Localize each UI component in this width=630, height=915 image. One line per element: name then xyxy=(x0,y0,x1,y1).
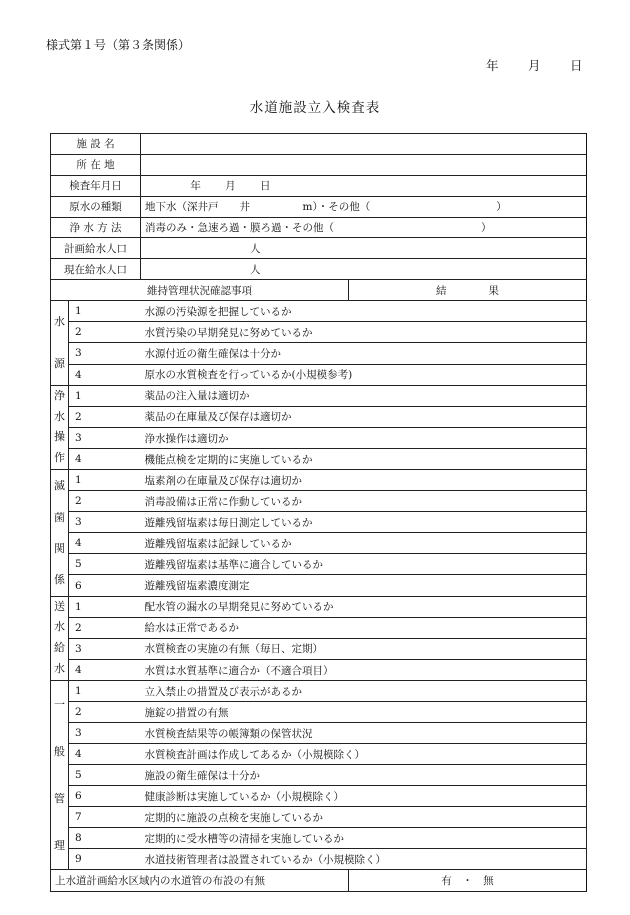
check-row xyxy=(51,322,587,343)
group-label-char: 管 xyxy=(54,792,65,806)
info-row xyxy=(51,134,587,155)
group-label xyxy=(51,681,69,870)
item-number: 2 xyxy=(69,491,141,512)
item-number: 4 xyxy=(69,744,141,765)
check-row xyxy=(51,702,587,723)
item-number: 2 xyxy=(69,406,141,427)
group-label-char: 送 xyxy=(54,599,65,613)
check-header-row xyxy=(51,280,587,301)
group-label-char: 滅 xyxy=(54,479,65,493)
group-label xyxy=(51,470,69,596)
item-text: 水源付近の衛生確保は十分か xyxy=(141,343,587,364)
info-row xyxy=(51,259,587,280)
item-text: 機能点検を定期的に実施しているか xyxy=(141,449,587,470)
group-label-char: 給 xyxy=(54,641,65,655)
item-number: 3 xyxy=(69,723,141,744)
info-label: 現在給水人口 xyxy=(51,259,141,280)
date-month: 月 xyxy=(528,58,541,73)
date-line xyxy=(0,56,630,72)
group-label-char: 般 xyxy=(54,745,65,759)
info-label: 施 設 名 xyxy=(51,134,141,155)
group-label-char: 一 xyxy=(54,698,65,712)
item-number: 1 xyxy=(69,385,141,406)
check-row xyxy=(51,828,587,849)
inspection-table xyxy=(50,133,587,892)
info-label: 原水の種類 xyxy=(51,196,141,217)
item-text: 浄水操作は適切か xyxy=(141,427,587,448)
date-year: 年 xyxy=(486,58,499,73)
item-number: 1 xyxy=(69,301,141,322)
item-number: 1 xyxy=(69,470,141,491)
item-number: 3 xyxy=(69,638,141,659)
group-label-char: 操 xyxy=(54,430,65,444)
check-row xyxy=(51,723,587,744)
check-row xyxy=(51,301,587,322)
inspection-table-body xyxy=(51,134,587,892)
item-text: 健康診断は実施しているか（小規模除く） xyxy=(141,786,587,807)
group-label xyxy=(51,596,69,681)
check-row xyxy=(51,554,587,575)
item-text: 定期的に受水槽等の清掃を実施しているか xyxy=(141,828,587,849)
item-text: 遊離残留塩素は基準に適合しているか xyxy=(141,554,587,575)
info-label: 計画給水人口 xyxy=(51,238,141,259)
item-text: 立入禁止の措置及び表示があるか xyxy=(141,681,587,702)
item-text: 給水は正常であるか xyxy=(141,617,587,638)
footer-result[interactable]: 有 ・ 無 xyxy=(349,870,587,892)
group-label-char: 作 xyxy=(54,451,65,465)
item-number: 1 xyxy=(69,596,141,617)
item-text: 施設の衛生確保は十分か xyxy=(141,765,587,786)
group-label-char: 係 xyxy=(54,573,65,587)
item-text: 水質検査の実施の有無（毎日、定期） xyxy=(141,638,587,659)
info-value[interactable]: 人 xyxy=(141,259,587,280)
info-value[interactable] xyxy=(141,154,587,175)
info-value[interactable] xyxy=(141,134,587,155)
check-row xyxy=(51,849,587,870)
check-row xyxy=(51,385,587,406)
info-label: 浄 水 方 法 xyxy=(51,217,141,238)
item-text: 遊離残留塩素は記録しているか xyxy=(141,533,587,554)
group-label-char: 理 xyxy=(54,839,65,853)
check-row xyxy=(51,681,587,702)
item-text: 水道技術管理者は設置されているか（小規模除く） xyxy=(141,849,587,870)
item-text: 水質検査結果等の帳簿類の保管状況 xyxy=(141,723,587,744)
form-number: 様式第１号（第３条関係） xyxy=(46,38,191,52)
check-row xyxy=(51,786,587,807)
info-row xyxy=(51,154,587,175)
check-row xyxy=(51,575,587,596)
check-row xyxy=(51,449,587,470)
item-number: 2 xyxy=(69,702,141,723)
date-day: 日 xyxy=(570,58,583,73)
group-label-char: 水 xyxy=(54,409,65,423)
item-text: 施錠の措置の有無 xyxy=(141,702,587,723)
group-label-char: 水 xyxy=(54,315,65,329)
item-number: 8 xyxy=(69,828,141,849)
item-text: 配水管の漏水の早期発見に努めているか xyxy=(141,596,587,617)
group-label-char: 源 xyxy=(54,356,65,370)
item-text: 水質は水質基準に適合か（不適合項目） xyxy=(141,659,587,680)
check-row xyxy=(51,638,587,659)
check-row xyxy=(51,765,587,786)
item-text: 原水の水質検査を行っているか(小規模参考) xyxy=(141,364,587,385)
check-row xyxy=(51,744,587,765)
item-number: 9 xyxy=(69,849,141,870)
item-number: 3 xyxy=(69,343,141,364)
check-row xyxy=(51,659,587,680)
check-row xyxy=(51,617,587,638)
item-number: 3 xyxy=(69,427,141,448)
item-text: 定期的に施設の点検を実施しているか xyxy=(141,807,587,828)
group-label xyxy=(51,301,69,386)
item-text: 遊離残留塩素は毎日測定しているか xyxy=(141,512,587,533)
info-value[interactable]: 年 月 日 xyxy=(141,175,587,196)
info-row xyxy=(51,217,587,238)
item-text: 塩素剤の在庫量及び保存は適切か xyxy=(141,470,587,491)
item-number: 6 xyxy=(69,575,141,596)
group-label-char: 水 xyxy=(54,662,65,676)
check-row xyxy=(51,512,587,533)
item-number: 2 xyxy=(69,617,141,638)
check-row xyxy=(51,533,587,554)
item-number: 1 xyxy=(69,681,141,702)
group-label-char: 浄 xyxy=(54,388,65,402)
info-label: 所 在 地 xyxy=(51,154,141,175)
check-row xyxy=(51,343,587,364)
info-value[interactable]: 地下水（深井戸 井 m）・その他（ ） xyxy=(141,196,587,217)
page-title: 水道施設立入検査表 xyxy=(249,100,381,116)
check-row xyxy=(51,364,587,385)
check-row xyxy=(51,596,587,617)
check-row xyxy=(51,491,587,512)
check-row xyxy=(51,807,587,828)
check-items-header: 維持管理状況確認事項 xyxy=(51,280,349,301)
item-number: 6 xyxy=(69,786,141,807)
item-text: 水質検査計画は作成してあるか（小規模除く） xyxy=(141,744,587,765)
footer-row xyxy=(51,870,587,892)
result-header: 結 果 xyxy=(349,280,587,301)
item-number: 7 xyxy=(69,807,141,828)
item-number: 5 xyxy=(69,554,141,575)
info-row xyxy=(51,238,587,259)
check-row xyxy=(51,406,587,427)
info-value[interactable]: 人 xyxy=(141,238,587,259)
item-text: 薬品の注入量は適切か xyxy=(141,385,587,406)
item-text: 遊離残留塩素濃度測定 xyxy=(141,575,587,596)
info-label: 検査年月日 xyxy=(51,175,141,196)
info-row xyxy=(51,175,587,196)
group-label xyxy=(51,385,69,470)
group-label-char: 菌 xyxy=(54,510,65,524)
item-text: 消毒設備は正常に作動しているか xyxy=(141,491,587,512)
group-label-char: 関 xyxy=(54,541,65,555)
check-row xyxy=(51,470,587,491)
info-row xyxy=(51,196,587,217)
item-number: 4 xyxy=(69,449,141,470)
item-text: 水源の汚染源を把握しているか xyxy=(141,301,587,322)
item-text: 水質汚染の早期発見に努めているか xyxy=(141,322,587,343)
item-text: 薬品の在庫量及び保存は適切か xyxy=(141,406,587,427)
item-number: 4 xyxy=(69,659,141,680)
footer-text: 上水道計画給水区域内の水道管の布設の有無 xyxy=(51,870,349,892)
item-number: 4 xyxy=(69,364,141,385)
item-number: 3 xyxy=(69,512,141,533)
item-number: 4 xyxy=(69,533,141,554)
item-number: 5 xyxy=(69,765,141,786)
item-number: 2 xyxy=(69,322,141,343)
group-label-char: 水 xyxy=(54,620,65,634)
info-value[interactable]: 消毒のみ・急速ろ過・膜ろ過・その他（ ） xyxy=(141,217,587,238)
check-row xyxy=(51,427,587,448)
